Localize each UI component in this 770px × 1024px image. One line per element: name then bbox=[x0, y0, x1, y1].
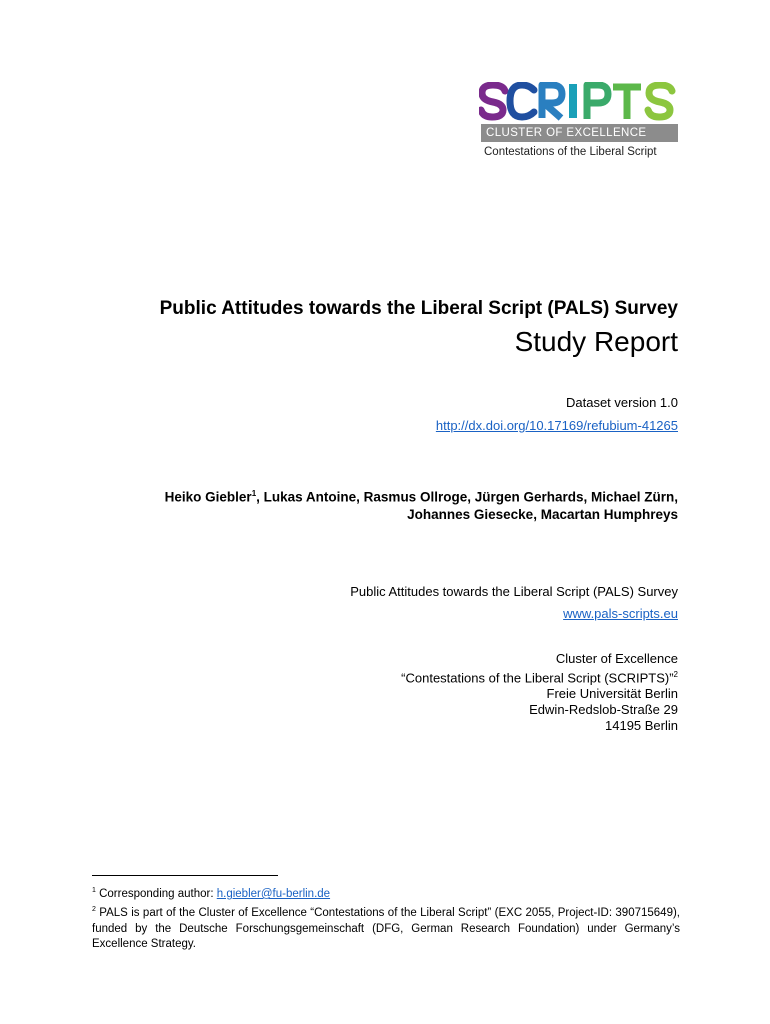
author-footnote-mark: 1 bbox=[251, 489, 257, 498]
address-line2: “Contestations of the Liberal Script (SCRIPTS)”$^2$ bbox=[401, 670, 678, 686]
footnote-2-mark: 2 bbox=[92, 906, 96, 914]
footnote-1-mark: 1 bbox=[92, 887, 96, 894]
footnote-2: $^2$ PALS is part of the Cluster of Excellence “Contestations of the Liberal Script” (EXC 2055, Project-ID: 390715649), funded by the Deutsche Forschungsgemeinschaft (DFG, German Research Foundation) under Germany’s Excellence Strategy. bbox=[92, 906, 680, 951]
scripts-wordmark bbox=[479, 82, 679, 122]
survey-block bbox=[350, 584, 678, 622]
address-line4: Edwin-Redslob-Straße 29 bbox=[529, 702, 678, 718]
author-rest-line1: , Lukas Antoine, Rasmus Ollroge, Jürgen Gerhards, Michael Zürn, bbox=[256, 489, 678, 505]
dataset-version: Dataset version 1.0 bbox=[565, 395, 678, 410]
survey-name: Public Attitudes towards the Liberal Script (PALS) Survey bbox=[350, 584, 678, 599]
document-title: Public Attitudes towards the Liberal Script (PALS) Survey bbox=[159, 298, 678, 319]
address-line1: Cluster of Excellence bbox=[555, 651, 678, 666]
logo-tagline: Contestations of the Liberal Script bbox=[484, 146, 657, 158]
address-line3: Freie Universität Berlin bbox=[546, 686, 678, 702]
scripts-logo bbox=[479, 82, 679, 162]
logo-band: CLUSTER OF EXCELLENCE bbox=[481, 124, 678, 142]
document-subtitle: Study Report bbox=[514, 326, 678, 357]
corresponding-email-link[interactable]: h.giebler@fu-berlin.de bbox=[216, 887, 331, 900]
footnote-divider bbox=[92, 875, 278, 876]
author-first: Heiko Giebler bbox=[164, 489, 252, 505]
footnotes bbox=[92, 883, 680, 953]
doi-link[interactable]: http://dx.doi.org/10.17169/refubium-41265 bbox=[435, 418, 678, 433]
footnote-1: $^1$ Corresponding author: h.giebler@fu-berlin.de bbox=[92, 887, 331, 900]
address-block bbox=[401, 651, 678, 734]
address-line5: 14195 Berlin bbox=[605, 718, 678, 734]
author-list bbox=[98, 485, 678, 523]
address-footnote-mark: 2 bbox=[673, 670, 678, 679]
survey-website-link[interactable]: www.pals-scripts.eu bbox=[563, 606, 678, 621]
author-rest-line2: Johannes Giesecke, Macartan Humphreys bbox=[407, 506, 678, 522]
